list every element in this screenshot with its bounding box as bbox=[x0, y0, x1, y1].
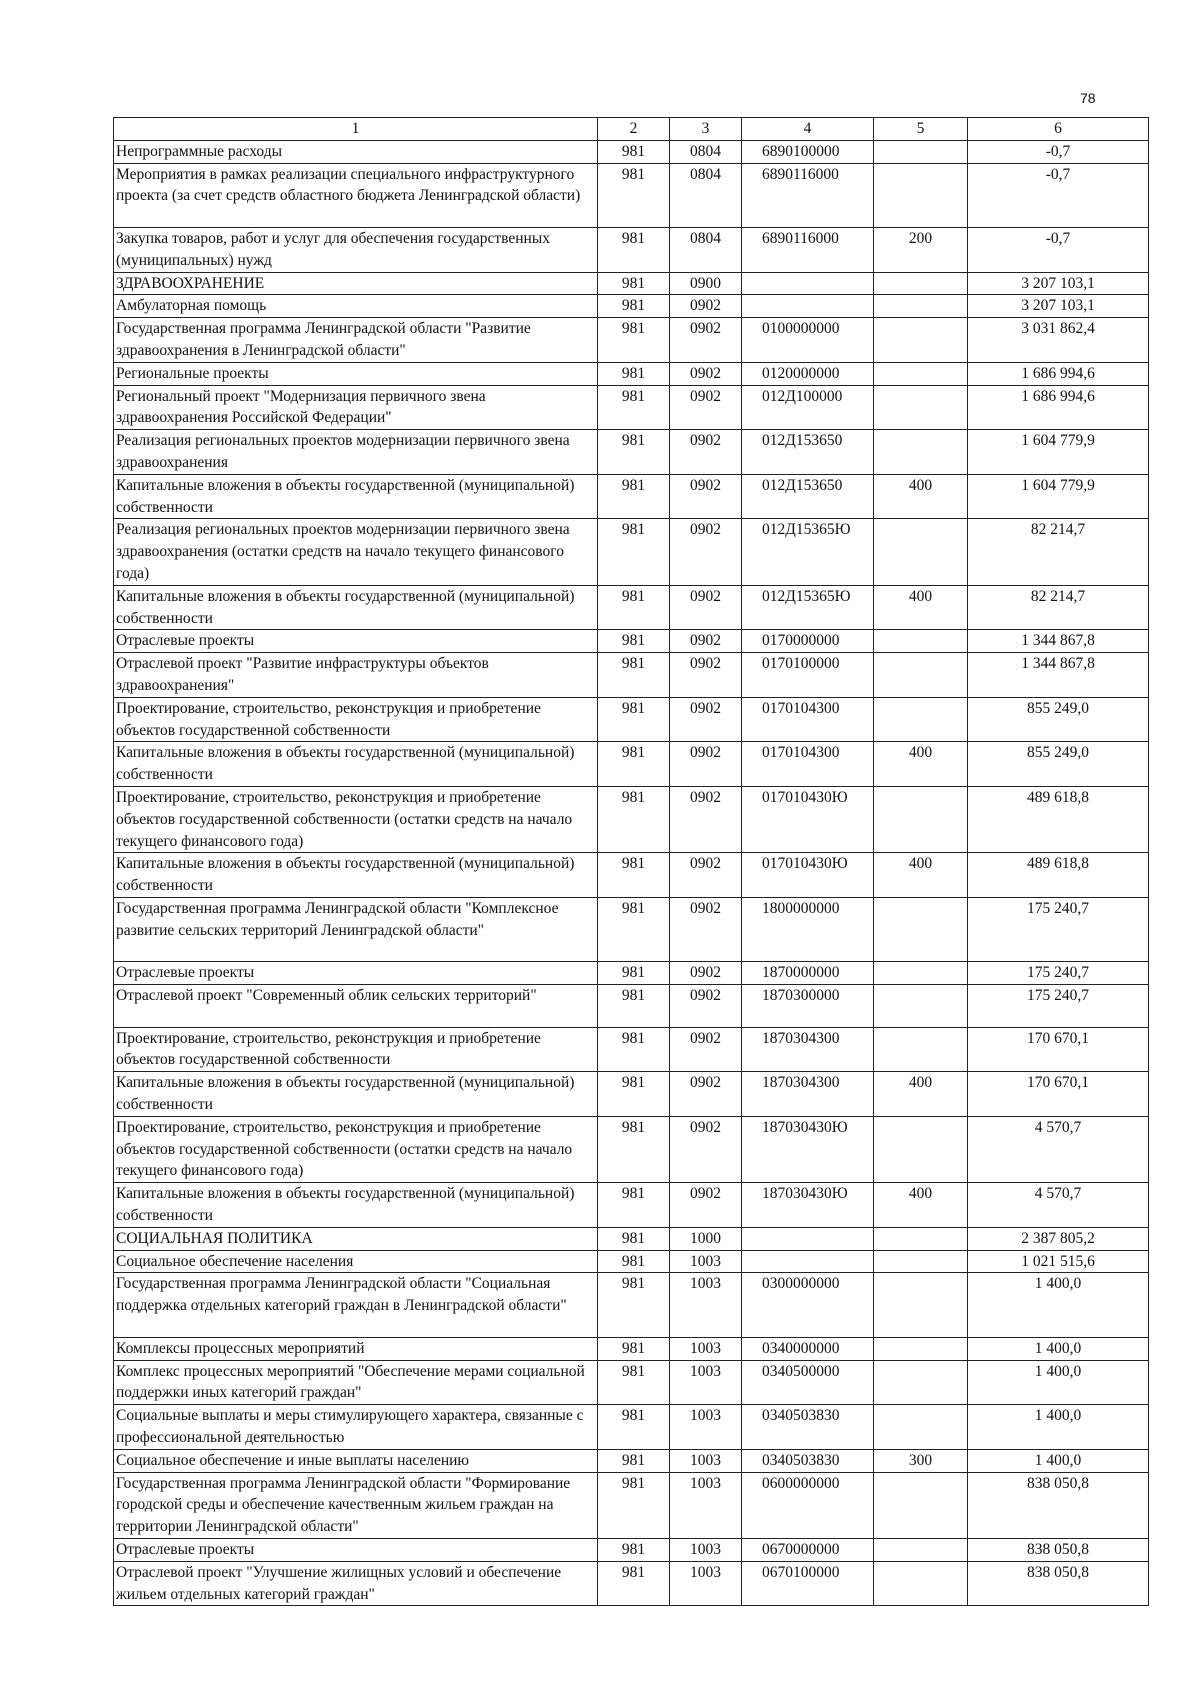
row-target-code: 017010430Ю bbox=[742, 786, 874, 852]
table-header-row bbox=[114, 118, 1149, 141]
table-row bbox=[114, 362, 1149, 385]
row-section-code: 0902 bbox=[670, 653, 742, 698]
row-amount: 4 570,7 bbox=[968, 1183, 1149, 1228]
row-section-code: 1003 bbox=[670, 1449, 742, 1472]
row-section-code: 1000 bbox=[670, 1227, 742, 1250]
column-header: 2 bbox=[598, 118, 670, 141]
column-header: 3 bbox=[670, 118, 742, 141]
row-ved-code: 981 bbox=[598, 272, 670, 295]
row-name: Реализация региональных проектов модернизации первичного звена здравоохранения bbox=[114, 430, 598, 475]
row-expense-type bbox=[874, 1539, 968, 1562]
row-amount: 1 400,0 bbox=[968, 1273, 1149, 1337]
row-section-code: 0902 bbox=[670, 742, 742, 787]
row-amount: 838 050,8 bbox=[968, 1539, 1149, 1562]
table-row bbox=[114, 1472, 1149, 1538]
row-expense-type bbox=[874, 786, 968, 852]
row-target-code: 6890116000 bbox=[742, 163, 874, 227]
row-expense-type: 400 bbox=[874, 853, 968, 898]
row-name: Государственная программа Ленинградской области "Формирование городской среды и обеспечение качественным жильем граждан на территории Ленинградской области" bbox=[114, 1472, 598, 1538]
row-name: Отраслевые проекты bbox=[114, 962, 598, 985]
row-ved-code: 981 bbox=[598, 853, 670, 898]
row-ved-code: 981 bbox=[598, 362, 670, 385]
row-amount: 1 604 779,9 bbox=[968, 474, 1149, 519]
row-expense-type bbox=[874, 140, 968, 163]
row-section-code: 0900 bbox=[670, 272, 742, 295]
table-row bbox=[114, 897, 1149, 961]
row-ved-code: 981 bbox=[598, 474, 670, 519]
row-name: Непрограммные расходы bbox=[114, 140, 598, 163]
row-target-code: 0340503830 bbox=[742, 1405, 874, 1450]
row-ved-code: 981 bbox=[598, 653, 670, 698]
row-amount: 1 344 867,8 bbox=[968, 653, 1149, 698]
table-row bbox=[114, 1539, 1149, 1562]
row-section-code: 1003 bbox=[670, 1405, 742, 1450]
row-name: СОЦИАЛЬНАЯ ПОЛИТИКА bbox=[114, 1227, 598, 1250]
row-expense-type bbox=[874, 163, 968, 227]
table-row bbox=[114, 1027, 1149, 1072]
row-target-code: 187030430Ю bbox=[742, 1183, 874, 1228]
row-name: Социальное обеспечение и иные выплаты населению bbox=[114, 1449, 598, 1472]
row-expense-type bbox=[874, 1273, 968, 1337]
row-amount: 1 400,0 bbox=[968, 1405, 1149, 1450]
row-target-code bbox=[742, 1250, 874, 1273]
row-amount: -0,7 bbox=[968, 163, 1149, 227]
row-name: Реализация региональных проектов модернизации первичного звена здравоохранения (остатки средств на начало текущего финансового года) bbox=[114, 519, 598, 585]
row-expense-type bbox=[874, 1360, 968, 1405]
row-target-code: 012Д153650 bbox=[742, 430, 874, 475]
row-expense-type: 400 bbox=[874, 742, 968, 787]
row-target-code bbox=[742, 1227, 874, 1250]
row-amount: 855 249,0 bbox=[968, 697, 1149, 742]
row-name: Отраслевой проект "Современный облик сельских территорий" bbox=[114, 985, 598, 1028]
row-section-code: 0902 bbox=[670, 630, 742, 653]
row-amount: 170 670,1 bbox=[968, 1072, 1149, 1117]
table-row bbox=[114, 430, 1149, 475]
row-name: Отраслевой проект "Развитие инфраструктуры объектов здравоохранения" bbox=[114, 653, 598, 698]
row-ved-code: 981 bbox=[598, 1337, 670, 1360]
row-ved-code: 981 bbox=[598, 385, 670, 430]
row-amount: 855 249,0 bbox=[968, 742, 1149, 787]
row-name: Капитальные вложения в объекты государственной (муниципальной) собственности bbox=[114, 853, 598, 898]
row-target-code bbox=[742, 272, 874, 295]
row-amount: 175 240,7 bbox=[968, 897, 1149, 961]
row-target-code: 1870300000 bbox=[742, 985, 874, 1028]
table-row bbox=[114, 1337, 1149, 1360]
budget-table bbox=[113, 117, 1149, 1606]
row-expense-type bbox=[874, 272, 968, 295]
table-row bbox=[114, 1561, 1149, 1606]
row-name: Капитальные вложения в объекты государственной (муниципальной) собственности bbox=[114, 474, 598, 519]
row-amount: 3 207 103,1 bbox=[968, 272, 1149, 295]
row-name: ЗДРАВООХРАНЕНИЕ bbox=[114, 272, 598, 295]
table-row bbox=[114, 227, 1149, 272]
row-ved-code: 981 bbox=[598, 697, 670, 742]
row-target-code: 0170104300 bbox=[742, 742, 874, 787]
row-expense-type bbox=[874, 1116, 968, 1182]
table-row bbox=[114, 630, 1149, 653]
row-ved-code: 981 bbox=[598, 985, 670, 1028]
table-row bbox=[114, 1449, 1149, 1472]
row-expense-type bbox=[874, 362, 968, 385]
row-target-code: 012Д15365Ю bbox=[742, 519, 874, 585]
row-ved-code: 981 bbox=[598, 786, 670, 852]
table-row bbox=[114, 1360, 1149, 1405]
row-section-code: 0902 bbox=[670, 897, 742, 961]
row-ved-code: 981 bbox=[598, 1027, 670, 1072]
row-section-code: 0902 bbox=[670, 985, 742, 1028]
column-header: 5 bbox=[874, 118, 968, 141]
row-ved-code: 981 bbox=[598, 1449, 670, 1472]
row-name: Комплекс процессных мероприятий "Обеспечение мерами социальной поддержки иных категорий граждан" bbox=[114, 1360, 598, 1405]
table-row bbox=[114, 985, 1149, 1028]
row-name: Отраслевой проект "Улучшение жилищных условий и обеспечение жильем отдельных категорий граждан" bbox=[114, 1561, 598, 1606]
row-amount: 1 604 779,9 bbox=[968, 430, 1149, 475]
row-target-code: 1870304300 bbox=[742, 1027, 874, 1072]
table-row bbox=[114, 1250, 1149, 1273]
row-name: Проектирование, строительство, реконструкция и приобретение объектов государственной собственности bbox=[114, 1027, 598, 1072]
row-ved-code: 981 bbox=[598, 163, 670, 227]
row-ved-code: 981 bbox=[598, 585, 670, 630]
row-amount: 838 050,8 bbox=[968, 1561, 1149, 1606]
row-target-code: 0300000000 bbox=[742, 1273, 874, 1337]
row-section-code: 0902 bbox=[670, 786, 742, 852]
row-amount: 1 021 515,6 bbox=[968, 1250, 1149, 1273]
row-name: Проектирование, строительство, реконструкция и приобретение объектов государственной собственности (остатки средств на начало текущего финансового года) bbox=[114, 1116, 598, 1182]
row-ved-code: 981 bbox=[598, 519, 670, 585]
row-expense-type bbox=[874, 1472, 968, 1538]
row-name: Капитальные вложения в объекты государственной (муниципальной) собственности bbox=[114, 742, 598, 787]
row-amount: 489 618,8 bbox=[968, 786, 1149, 852]
table-row bbox=[114, 786, 1149, 852]
row-amount: 4 570,7 bbox=[968, 1116, 1149, 1182]
row-ved-code: 981 bbox=[598, 227, 670, 272]
row-name: Проектирование, строительство, реконструкция и приобретение объектов государственной собственности (остатки средств на начало текущего финансового года) bbox=[114, 786, 598, 852]
row-expense-type bbox=[874, 1250, 968, 1273]
row-expense-type: 400 bbox=[874, 474, 968, 519]
table-row bbox=[114, 1405, 1149, 1450]
row-ved-code: 981 bbox=[598, 1072, 670, 1117]
row-section-code: 1003 bbox=[670, 1360, 742, 1405]
row-expense-type: 300 bbox=[874, 1449, 968, 1472]
row-name: Государственная программа Ленинградской области "Комплексное развитие сельских территорий Ленинградской области" bbox=[114, 897, 598, 961]
row-target-code: 012Д100000 bbox=[742, 385, 874, 430]
row-target-code: 0340500000 bbox=[742, 1360, 874, 1405]
row-ved-code: 981 bbox=[598, 897, 670, 961]
table-row bbox=[114, 1273, 1149, 1337]
row-amount: 1 686 994,6 bbox=[968, 385, 1149, 430]
row-expense-type bbox=[874, 697, 968, 742]
table-row bbox=[114, 853, 1149, 898]
row-target-code: 012Д153650 bbox=[742, 474, 874, 519]
row-target-code: 0670000000 bbox=[742, 1539, 874, 1562]
row-target-code: 0170104300 bbox=[742, 697, 874, 742]
table-row bbox=[114, 742, 1149, 787]
row-expense-type bbox=[874, 318, 968, 363]
row-section-code: 0902 bbox=[670, 519, 742, 585]
row-target-code: 6890100000 bbox=[742, 140, 874, 163]
table-row bbox=[114, 474, 1149, 519]
row-ved-code: 981 bbox=[598, 140, 670, 163]
row-target-code: 0340000000 bbox=[742, 1337, 874, 1360]
row-amount: 1 400,0 bbox=[968, 1337, 1149, 1360]
row-section-code: 0902 bbox=[670, 1072, 742, 1117]
row-amount: 82 214,7 bbox=[968, 585, 1149, 630]
row-target-code: 1870000000 bbox=[742, 962, 874, 985]
table-row bbox=[114, 295, 1149, 318]
row-amount: 1 400,0 bbox=[968, 1449, 1149, 1472]
row-amount: 3 031 862,4 bbox=[968, 318, 1149, 363]
row-name: Отраслевые проекты bbox=[114, 630, 598, 653]
row-section-code: 0902 bbox=[670, 962, 742, 985]
row-expense-type bbox=[874, 630, 968, 653]
table-row bbox=[114, 1116, 1149, 1182]
row-ved-code: 981 bbox=[598, 1405, 670, 1450]
row-expense-type bbox=[874, 1337, 968, 1360]
row-ved-code: 981 bbox=[598, 962, 670, 985]
table-row bbox=[114, 1183, 1149, 1228]
row-section-code: 0902 bbox=[670, 295, 742, 318]
row-amount: 82 214,7 bbox=[968, 519, 1149, 585]
row-ved-code: 981 bbox=[598, 1116, 670, 1182]
table-row bbox=[114, 519, 1149, 585]
row-amount: -0,7 bbox=[968, 227, 1149, 272]
row-target-code: 187030430Ю bbox=[742, 1116, 874, 1182]
row-name: Мероприятия в рамках реализации специального инфраструктурного проекта (за счет средств областного бюджета Ленинградской области) bbox=[114, 163, 598, 227]
table-row bbox=[114, 962, 1149, 985]
row-name: Капитальные вложения в объекты государственной (муниципальной) собственности bbox=[114, 1183, 598, 1228]
row-section-code: 1003 bbox=[670, 1539, 742, 1562]
row-expense-type bbox=[874, 985, 968, 1028]
table-row bbox=[114, 1072, 1149, 1117]
row-amount: 170 670,1 bbox=[968, 1027, 1149, 1072]
row-section-code: 0902 bbox=[670, 362, 742, 385]
row-name: Капитальные вложения в объекты государственной (муниципальной) собственности bbox=[114, 585, 598, 630]
row-amount: 489 618,8 bbox=[968, 853, 1149, 898]
row-expense-type bbox=[874, 653, 968, 698]
table-row bbox=[114, 697, 1149, 742]
row-name: Проектирование, строительство, реконструкция и приобретение объектов государственной собственности bbox=[114, 697, 598, 742]
row-ved-code: 981 bbox=[598, 318, 670, 363]
row-ved-code: 981 bbox=[598, 1472, 670, 1538]
table-row bbox=[114, 318, 1149, 363]
row-ved-code: 981 bbox=[598, 1250, 670, 1273]
row-expense-type bbox=[874, 1227, 968, 1250]
table-row bbox=[114, 272, 1149, 295]
row-amount: 175 240,7 bbox=[968, 962, 1149, 985]
row-section-code: 0902 bbox=[670, 474, 742, 519]
row-section-code: 1003 bbox=[670, 1250, 742, 1273]
row-ved-code: 981 bbox=[598, 1183, 670, 1228]
table-row bbox=[114, 1227, 1149, 1250]
row-section-code: 0902 bbox=[670, 385, 742, 430]
row-ved-code: 981 bbox=[598, 1539, 670, 1562]
row-expense-type bbox=[874, 430, 968, 475]
row-ved-code: 981 bbox=[598, 1273, 670, 1337]
row-section-code: 1003 bbox=[670, 1337, 742, 1360]
row-section-code: 0902 bbox=[670, 1027, 742, 1072]
row-amount: 175 240,7 bbox=[968, 985, 1149, 1028]
row-ved-code: 981 bbox=[598, 1360, 670, 1405]
column-header: 1 bbox=[114, 118, 598, 141]
row-section-code: 1003 bbox=[670, 1472, 742, 1538]
row-section-code: 0902 bbox=[670, 697, 742, 742]
row-name: Социальные выплаты и меры стимулирующего характера, связанные с профессиональной деятельностью bbox=[114, 1405, 598, 1450]
table-row bbox=[114, 163, 1149, 227]
row-section-code: 1003 bbox=[670, 1561, 742, 1606]
row-name: Отраслевые проекты bbox=[114, 1539, 598, 1562]
row-section-code: 0902 bbox=[670, 430, 742, 475]
row-ved-code: 981 bbox=[598, 430, 670, 475]
row-section-code: 0902 bbox=[670, 853, 742, 898]
row-expense-type: 400 bbox=[874, 1183, 968, 1228]
row-name: Комплексы процессных мероприятий bbox=[114, 1337, 598, 1360]
row-expense-type bbox=[874, 1027, 968, 1072]
table-row bbox=[114, 585, 1149, 630]
row-target-code: 0670100000 bbox=[742, 1561, 874, 1606]
row-amount: 3 207 103,1 bbox=[968, 295, 1149, 318]
row-amount: 1 344 867,8 bbox=[968, 630, 1149, 653]
row-ved-code: 981 bbox=[598, 295, 670, 318]
row-target-code: 0600000000 bbox=[742, 1472, 874, 1538]
row-target-code: 1800000000 bbox=[742, 897, 874, 961]
column-header: 4 bbox=[742, 118, 874, 141]
row-expense-type bbox=[874, 385, 968, 430]
row-target-code: 0170100000 bbox=[742, 653, 874, 698]
row-expense-type bbox=[874, 295, 968, 318]
table-row bbox=[114, 385, 1149, 430]
row-ved-code: 981 bbox=[598, 1227, 670, 1250]
row-name: Закупка товаров, работ и услуг для обеспечения государственных (муниципальных) нужд bbox=[114, 227, 598, 272]
row-name: Амбулаторная помощь bbox=[114, 295, 598, 318]
row-name: Социальное обеспечение населения bbox=[114, 1250, 598, 1273]
row-expense-type bbox=[874, 1561, 968, 1606]
row-section-code: 0804 bbox=[670, 163, 742, 227]
table-row bbox=[114, 653, 1149, 698]
row-section-code: 0804 bbox=[670, 140, 742, 163]
row-expense-type bbox=[874, 1405, 968, 1450]
row-target-code: 1870304300 bbox=[742, 1072, 874, 1117]
row-section-code: 0902 bbox=[670, 318, 742, 363]
row-name: Государственная программа Ленинградской области "Социальная поддержка отдельных категорий граждан в Ленинградской области" bbox=[114, 1273, 598, 1337]
row-target-code bbox=[742, 295, 874, 318]
row-section-code: 0804 bbox=[670, 227, 742, 272]
row-amount: 1 686 994,6 bbox=[968, 362, 1149, 385]
row-expense-type bbox=[874, 962, 968, 985]
row-target-code: 0120000000 bbox=[742, 362, 874, 385]
row-amount: -0,7 bbox=[968, 140, 1149, 163]
row-name: Региональный проект "Модернизация первичного звена здравоохранения Российской Федерации" bbox=[114, 385, 598, 430]
row-name: Капитальные вложения в объекты государственной (муниципальной) собственности bbox=[114, 1072, 598, 1117]
row-name: Государственная программа Ленинградской области "Развитие здравоохранения в Ленинградской области" bbox=[114, 318, 598, 363]
row-ved-code: 981 bbox=[598, 742, 670, 787]
page-number: 78 bbox=[1080, 90, 1096, 106]
row-amount: 1 400,0 bbox=[968, 1360, 1149, 1405]
row-amount: 2 387 805,2 bbox=[968, 1227, 1149, 1250]
row-section-code: 0902 bbox=[670, 585, 742, 630]
row-section-code: 0902 bbox=[670, 1116, 742, 1182]
row-name: Региональные проекты bbox=[114, 362, 598, 385]
row-target-code: 0100000000 bbox=[742, 318, 874, 363]
table-row bbox=[114, 140, 1149, 163]
row-ved-code: 981 bbox=[598, 1561, 670, 1606]
row-section-code: 0902 bbox=[670, 1183, 742, 1228]
row-expense-type: 400 bbox=[874, 585, 968, 630]
row-expense-type: 400 bbox=[874, 1072, 968, 1117]
row-expense-type bbox=[874, 519, 968, 585]
row-target-code: 0170000000 bbox=[742, 630, 874, 653]
row-target-code: 0340503830 bbox=[742, 1449, 874, 1472]
row-expense-type: 200 bbox=[874, 227, 968, 272]
row-expense-type bbox=[874, 897, 968, 961]
column-header: 6 bbox=[968, 118, 1149, 141]
row-target-code: 6890116000 bbox=[742, 227, 874, 272]
row-amount: 838 050,8 bbox=[968, 1472, 1149, 1538]
row-target-code: 012Д15365Ю bbox=[742, 585, 874, 630]
row-ved-code: 981 bbox=[598, 630, 670, 653]
row-target-code: 017010430Ю bbox=[742, 853, 874, 898]
row-section-code: 1003 bbox=[670, 1273, 742, 1337]
